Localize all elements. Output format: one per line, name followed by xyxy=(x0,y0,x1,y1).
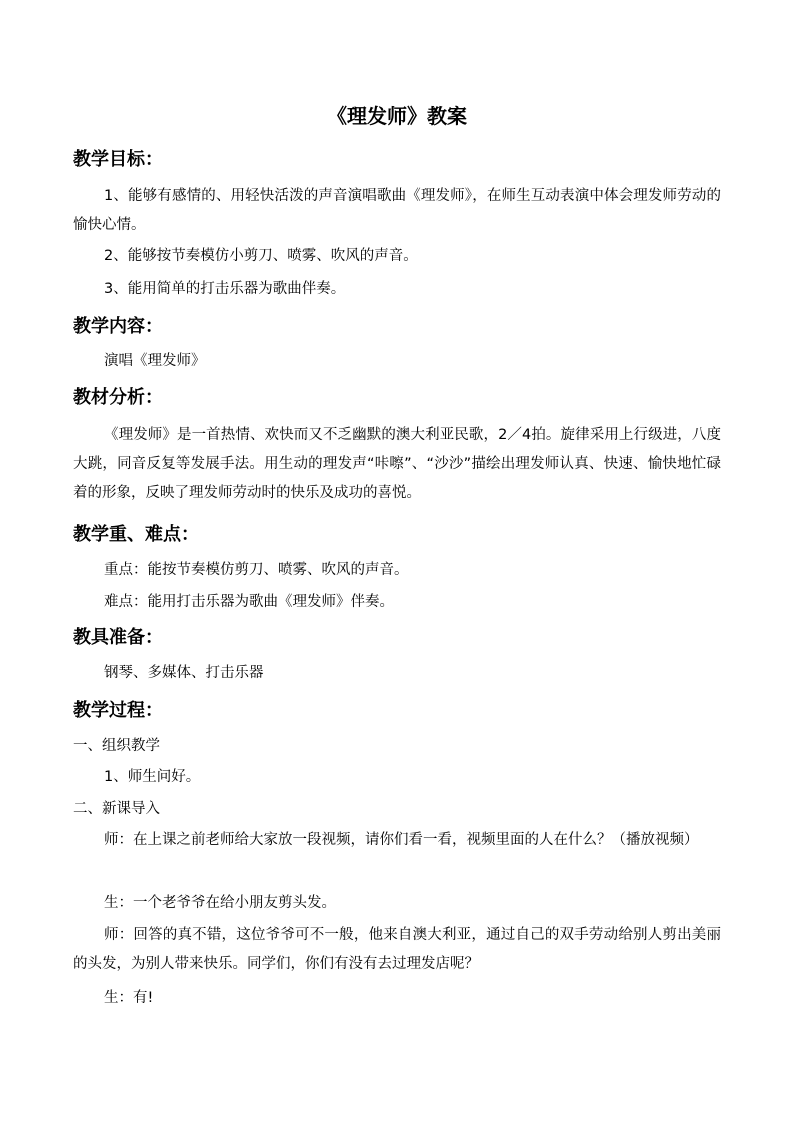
analysis-heading: 教材分析： xyxy=(73,387,163,408)
goals-heading: 教学目标： xyxy=(73,149,163,170)
dialogue-line-3: 师：回答的真不错，这位爷爷可不一般，他来自澳大利亚，通过自己的双手劳动给别人剪出美丽的头发，为别人带来快乐。同学们，你们有没有去过理发店呢？ xyxy=(73,927,721,972)
goal-item-3: 3、能用简单的打击乐器为歌曲伴奏。 xyxy=(104,281,346,297)
process-heading: 教学过程： xyxy=(73,700,163,721)
key-points-heading: 教学重、难点： xyxy=(73,524,199,545)
dialogue-line-2: 生：一个老爷爷在给小朋友剪头发。 xyxy=(104,895,336,911)
goal-item-2: 2、能够按节奏模仿小剪刀、喷雾、吹风的声音。 xyxy=(104,248,418,264)
materials-text: 钢琴、多媒体、打击乐器 xyxy=(104,665,264,681)
key-point-text: 重点：能按节奏模仿剪刀、喷雾、吹风的声音。 xyxy=(104,562,409,578)
dialogue-line-4: 生：有! xyxy=(104,990,154,1006)
document-title: 《理发师》教案 xyxy=(327,104,467,128)
process-step-1-title: 一、组织教学 xyxy=(73,738,160,754)
materials-heading: 教具准备： xyxy=(73,627,163,648)
content-text: 演唱《理发师》 xyxy=(104,353,206,369)
process-step-2-title: 二、新课导入 xyxy=(73,801,160,817)
difficult-point-text: 难点：能用打击乐器为歌曲《理发师》伴奏。 xyxy=(104,594,394,610)
analysis-text: 《理发师》是一首热情、欢快而又不乏幽默的澳大利亚民歌，2／4拍。旋律采用上行级进，八度大跳，同音反复等发展手法。用生动的理发声“咔嚓”、“沙沙”描绘出理发师认真、快速、愉快地忙碌着的形象，反映了理发师劳动时的快乐及成功的喜悦。 xyxy=(73,427,721,501)
dialogue-line-1: 师：在上课之前老师给大家放一段视频，请你们看一看，视频里面的人在什么？（播放视频） xyxy=(104,832,699,848)
content-heading: 教学内容： xyxy=(73,316,163,337)
process-step-1-item: 1、师生问好。 xyxy=(104,769,201,785)
goal-item-1: 1、能够有感情的、用轻快活泼的声音演唱歌曲《理发师》，在师生互动表演中体会理发师劳动的愉快心情。 xyxy=(73,188,721,233)
